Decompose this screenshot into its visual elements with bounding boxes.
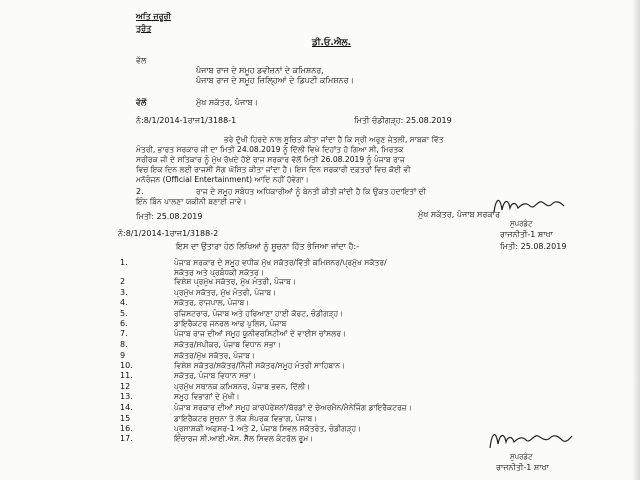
- recipient-number: 6.: [120, 319, 128, 328]
- recipient-number: 2: [120, 277, 126, 286]
- immediate-label: ਤੁਰੰਤ: [136, 24, 152, 33]
- recipient-number: 16.: [120, 424, 133, 433]
- branch-1: ਰਾਜਨੀਤੀ-1 ਸ਼ਾਖਾ: [500, 230, 553, 239]
- para1-line4: ਵਿਚ ਇਕ ਦਿਨ ਲਈ ਰਾਜਸੀ ਸੋਗ ਘੋਸ਼ਿਤ ਕੀਤਾ ਜਾਂਦਾ ਹੈ। ਇਸ ਦਿਨ ਸਰਕਾਰੀ ਦਫ਼ਤਰਾਂ ਵਿਚ ਕੋਈ ਵੀ: [136, 165, 411, 174]
- recipient-text: ਵਿਸ਼ੇਸ਼ ਸਕੱਤਰ/ਸਕੱਤਰ/ਨਿੱਜੀ ਸਕੱਤਰ/ਸਮੂਹ ਮੰਤਰੀ ਸਾਹਿਬਾਨ।: [174, 361, 346, 370]
- para2-number: 2.: [136, 187, 144, 196]
- body-date: ਮਿਤੀ: 25.08.2019: [136, 212, 203, 221]
- recipient-text: ਰਜਿਸਟਰਾਰ, ਪੰਜਾਬ ਅਤੇ ਹਰਿਆਣਾ ਹਾਈ ਕੋਰਟ, ਚੰਡੀਗੜ੍ਹ।: [174, 309, 344, 318]
- urgent-label: ਅਤਿ ਜ਼ਰੂਰੀ: [136, 12, 171, 21]
- recipient-text: ਸਕੱਤਰ, ਪੰਜਾਬ ਵਿਧਾਨ ਸਭਾ।: [174, 371, 257, 380]
- recipient-text: ਡਾਇਰੈਕਟਰ ਜਨਰਲ ਆਫ ਪੁਲਿਸ, ਪੰਜਾਬ: [174, 319, 287, 328]
- recipient-text: ਪੰਜਾਬ ਸਰਕਾਰ ਦੀਆਂ ਸਮੂਹ ਕਾਰਪੋਰੇਸ਼ਨਾਂ/ਬੋਰਡਾਂ ਦੇ ਚੇਅਰਮੈਨ/ਮੈਨੇਜਿੰਗ ਡਾਇਰੈਕਟਰਜ਼।: [174, 403, 412, 412]
- branch-2: ਰਾਜਨੀਤੀ-1 ਸ਼ਾਖਾ: [496, 463, 549, 472]
- from-value: ਮੁੱਖ ਸਕੱਤਰ, ਪੰਜਾਬ।: [196, 98, 258, 107]
- recipient-text: ਸਕੱਤਰ, ਰਾਜਪਾਲ, ਪੰਜਾਬ।: [174, 298, 250, 307]
- to-line-1: ਪੰਜਾਬ ਰਾਜ ਦੇ ਸਮੂਹ ਡਵੀਜ਼ਨਾਂ ਦੇ ਕਮਿਸ਼ਨਰ,: [196, 66, 324, 75]
- recipient-number: 14.: [120, 403, 133, 412]
- recipient-text: ਪੰਜਾਬ ਸਰਕਾਰ ਦੇ ਸਮੂਹ ਵਧੀਕ ਮੁੱਖ ਸਕੱਤਰ/ਵਿੱਤੀ ਕਮਿਸ਼ਨਰ/ਪ੍ਰਮੁੱਖ ਸਕੱਤਰ/: [174, 258, 387, 267]
- recipient-number: 11.: [120, 371, 133, 380]
- endorsement-intro: ਇਸ ਦਾ ਉਤਾਰਾ ਹੇਠ ਲਿਖਿਆਂ ਨੂੰ ਸੂਚਨਾ ਹਿੱਤ ਭੇਜਿਆ ਜਾਂਦਾ ਹੈ:-: [176, 242, 360, 251]
- recipient-number: 10.: [120, 361, 133, 370]
- memo-date: ਮਿਤੀ ਚੰਡੀਗੜ੍ਹ: 25.08.2019: [354, 116, 452, 125]
- para1-line3: ਸਰੀਰਕ ਜੀ ਦੇ ਸਤਿਕਾਰ ਨੂੰ ਮੁੱਖ ਰੱਖਦੇ ਹੋਏ ਰਾਜ ਸਰਕਾਰ ਵੱਲੋਂ ਮਿਤੀ 26.08.2019 ਨੂੰ ਪੰਜਾਬ ਰਾਜ: [136, 155, 406, 164]
- handwritten-signature-1: [490, 192, 570, 218]
- recipient-number: 17.: [120, 434, 133, 443]
- recipient-text: ਪ੍ਰਸਾਸ਼ਕੀ ਅਫਸਰ-1 ਅਤੇ 2, ਪੰਜਾਬ ਸਿਵਲ ਸਕੱਤਰੇਤ, ਚੰਡੀਗੜ੍ਹ।: [174, 424, 362, 433]
- recipient-number: 9: [120, 351, 126, 360]
- from-label: ਵੱਲੋਂ: [136, 98, 147, 107]
- signature-date-1: ਮਿਤੀ: 25.08.2019: [500, 242, 567, 251]
- para1-line2: ਮੰਤਰੀ, ਭਾਰਤ ਸਰਕਾਰ ਜੀ ਦਾ ਮਿਤੀ 24.08.2019 ਨੂੰ ਦਿੱਲੀ ਵਿਖੇ ਦਿਹਾਂਤ ਹੋ ਗਿਆ ਸੀ, ਮਿਰਤਕ: [136, 145, 404, 154]
- scan-edge-shadow: [632, 0, 640, 480]
- para1-line5: ਮਨੋਰੰਜਨ (Official Entertainment) ਆਦਿ ਨਹੀਂ ਹੋਵੇਗਾ।: [136, 175, 309, 184]
- to-line-2: ਪੰਜਾਬ ਰਾਜ ਦੇ ਸਮੂਹ ਜ਼ਿਲ੍ਹਿਆਂ ਦੇ ਡਿਪਟੀ ਕਮਿਸ਼ਨਰ।: [196, 76, 354, 85]
- para2-line2: ਇੰਨ ਬਿੰਨ ਪਾਲਣਾ ਯਕੀਨੀ ਬਣਾਈ ਜਾਵੇ।: [136, 197, 247, 206]
- recipient-text-continuation: ਸਕੱਤਰ ਅਤੇ ਪ੍ਰਬੰਧਕੀ ਸਕੱਤਰ।: [174, 268, 264, 277]
- recipient-text: ਸਕੱਤਰ/ਮੁੱਖ ਸਕੱਤਰ, ਪੰਜਾਬ।: [174, 351, 256, 360]
- recipient-text: ਵਿਸ਼ੇਸ਼ ਪ੍ਰਮੁੱਖ ਸਕੱਤਰ, ਮੁੱਖ ਮੰਤਰੀ, ਪੰਜਾਬ।: [174, 277, 296, 286]
- to-label: ਵੱਲ: [136, 56, 147, 65]
- recipient-number: 12: [120, 382, 131, 391]
- handwritten-signature-2: [486, 424, 576, 454]
- memo-number: ਨੰ:8/1/2014-1ਰਾਜ1/3188-1: [136, 116, 237, 125]
- recipient-text: ਪ੍ਰਮੁੱਖ ਸਥਾਨਕ ਕਮਿਸ਼ਨਰ, ਪੰਜਾਬ ਭਵਨ, ਦਿੱਲੀ।: [174, 382, 311, 391]
- para1-line1: ਭਰੇ ਦੁੱਖੀ ਹਿਰਦੇ ਨਾਲ ਸੂਚਿਤ ਕੀਤਾ ਜਾਂਦਾ ਹੈ ਕਿ ਸ੍ਰੀ ਅਰੁਣ ਜੇਤਲੀ, ਸਾਬਕਾ ਵਿੱਤ: [224, 135, 444, 144]
- recipient-number: 5.: [120, 309, 128, 318]
- recipient-number: 15: [120, 414, 131, 423]
- recipient-text: ਪੰਜਾਬ ਰਾਜ ਦੀਆਂ ਸਮੂਹ ਯੂਨੀਵਰਸਿਟੀਆਂ ਦੇ ਵਾਈਸ ਚਾਂਸਲਰ।: [174, 329, 347, 338]
- chief-secretary-signatory: ਮੁੱਖ ਸਕੱਤਰ, ਪੰਜਾਬ ਸਰਕਾਰ: [418, 210, 501, 219]
- recipient-text: ਸਕੱਤਰ/ਸਪੀਕਰ, ਪੰਜਾਬ ਵਿਧਾਨ ਸਭਾ।: [174, 340, 281, 349]
- endorsement-number: ਨੰ:8/1/2014-1ਰਾਜ1/3188-2: [118, 229, 219, 238]
- recipient-text: ਸਮੂਹ ਵਿਭਾਗਾਂ ਦੇ ਮੁੱਖੀ।: [174, 392, 240, 401]
- recipient-text: ਡਾਇਰੈਕਟਰ ਸੂਚਨਾ ਤੇ ਲੋਕ ਸੰਪਰਕ ਵਿਭਾਗ, ਪੰਜਾਬ।: [174, 414, 318, 423]
- recipient-number: 13.: [120, 392, 133, 401]
- recipient-text: ਪ੍ਰਮੁੱਖ ਸਕੱਤਰ, ਮੁੱਖ ਮੰਤਰੀ, ਪੰਜਾਬ।: [174, 288, 277, 297]
- recipient-number: 1.: [120, 258, 128, 267]
- superintendent-title-2: ਸੁਪਰਡੰਟ: [510, 453, 533, 461]
- superintendent-title-1: ਸੁਪਰਡੰਟ: [510, 220, 533, 228]
- letter-type: ਡੀ.ਓ.ਐਲ.: [312, 38, 352, 48]
- recipient-number: 8.: [120, 340, 128, 349]
- recipient-text: ਇੰਚਾਰਜ ਸੀ.ਆਈ.ਐਸ. ਸੈੱਲ ਸਿਵਲ ਕੰਟਰੋਲ ਰੂਮ।: [174, 434, 314, 443]
- recipient-number: 7.: [120, 329, 128, 338]
- recipient-number: 3.: [120, 288, 128, 297]
- recipient-number: 4.: [120, 298, 128, 307]
- para2-line1: ਰਾਜ ਦੇ ਸਮੂਹ ਸਬੰਧਤ ਅਧਿਕਾਰੀਆਂ ਨੂੰ ਬੇਨਤੀ ਕੀਤੀ ਜਾਂਦੀ ਹੈ ਕਿ ਉਕਤ ਹਦਾਇਤਾਂ ਦੀ: [196, 187, 426, 196]
